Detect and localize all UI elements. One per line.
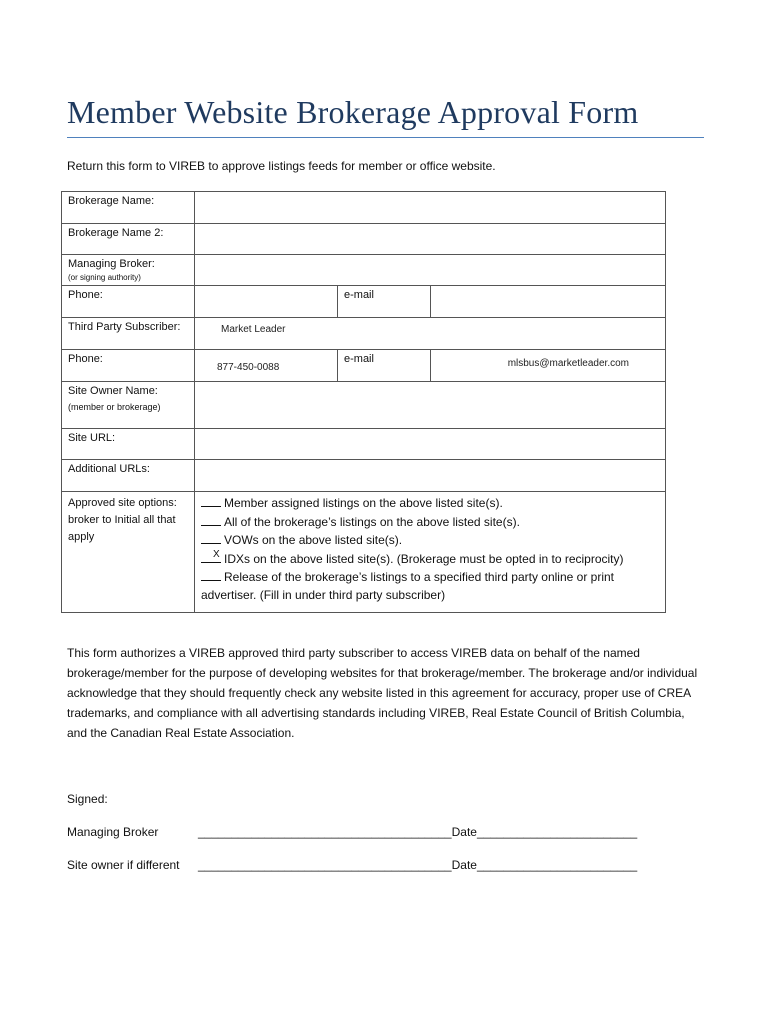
site-owner-field[interactable] [195,382,666,429]
managing-broker-field[interactable] [195,255,666,286]
option-continuation: advertiser. (Fill in under third party subscriber) [201,587,446,602]
option-text: All of the brokerage’s listings on the above listed site(s). [224,514,520,529]
site-owner-text: Site Owner Name: [68,385,158,397]
option-line[interactable] [201,494,659,513]
option-line[interactable] [201,531,659,550]
site-owner-subtext: (member or brokerage) [68,402,161,412]
signed-label: Signed: [67,792,108,806]
email-label: e-mail [338,286,431,318]
phone-2-value: 877-450-0088 [217,362,280,373]
email-2-value: mlsbus@marketleader.com [507,358,629,369]
initial-mark: X [213,548,220,560]
title-underline [67,137,704,138]
signature-role: Site owner if different [67,858,180,872]
managing-broker-subtext: (or signing authority) [68,273,141,282]
option-text: Member assigned listings on the above listed site(s). [224,496,503,510]
brokerage-name-field[interactable] [195,192,666,224]
option-line[interactable] [201,550,659,569]
site-url-field[interactable] [195,429,666,460]
signature-line[interactable]: ______________________________________Date________________________ [198,858,638,872]
form-title: Member Website Brokerage Approval Form [67,94,639,130]
authorization-paragraph: This form authorizes a VIREB approved third party subscriber to access VIREB data on behalf of the named brokerage/member for the purpose of developing websites for that brokerage/member. The brokerage and/or individual acknowledge that they should frequently check any website listed in this agreement for accuracy, proper use of CREA trademarks, and compliance with all advertising standards including VIREB, Real Estate Council of British Columbia, and the Canadian Real Estate Association. [67,646,698,740]
initial-blank[interactable] [201,568,221,581]
additional-urls-label: Additional URLs: [62,460,195,492]
email-2-field[interactable] [431,350,666,382]
brokerage-name-2-field[interactable] [195,224,666,255]
site-owner-signature-row[interactable] [67,858,637,872]
signature-role: Managing Broker [67,825,159,839]
signature-line[interactable]: ______________________________________Date________________________ [198,825,638,839]
managing-broker-text: Managing Broker: [68,258,155,270]
approved-options-label: Approved site options: broker to Initial all that apply [62,492,195,613]
phone-2-field[interactable] [195,350,338,382]
initial-blank[interactable] [201,494,221,507]
additional-urls-field[interactable] [195,460,666,492]
email-field[interactable] [431,286,666,318]
approved-options-list [195,492,666,613]
managing-broker-signature-row[interactable] [67,825,637,839]
initial-blank[interactable] [201,531,221,544]
option-text: IDXs on the above listed site(s). (Brokerage must be opted in to reciprocity) [224,551,624,566]
initial-blank[interactable] [201,513,221,526]
initial-blank[interactable] [201,550,221,563]
phone-2-label: Phone: [62,350,195,382]
option-text: VOWs on the above listed site(s). [224,533,403,547]
third-party-value: Market Leader [221,324,286,335]
phone-field[interactable] [195,286,338,318]
third-party-field[interactable] [195,318,666,350]
option-line[interactable] [201,513,659,532]
brokerage-name-2-label: Brokerage Name 2: [62,224,195,255]
phone-label: Phone: [62,286,195,318]
site-owner-label [62,382,195,429]
option-text: Release of the brokerage’s listings to a specified third party online or print [224,570,614,584]
intro-text: Return this form to VIREB to approve listings feeds for member or office website. [67,159,496,173]
site-url-label: Site URL: [62,429,195,460]
brokerage-name-label: Brokerage Name: [62,192,195,224]
email-2-label: e-mail [338,350,431,382]
option-line[interactable] [201,568,659,587]
managing-broker-label [62,255,195,286]
form-table [61,191,666,613]
third-party-label: Third Party Subscriber: [62,318,195,350]
